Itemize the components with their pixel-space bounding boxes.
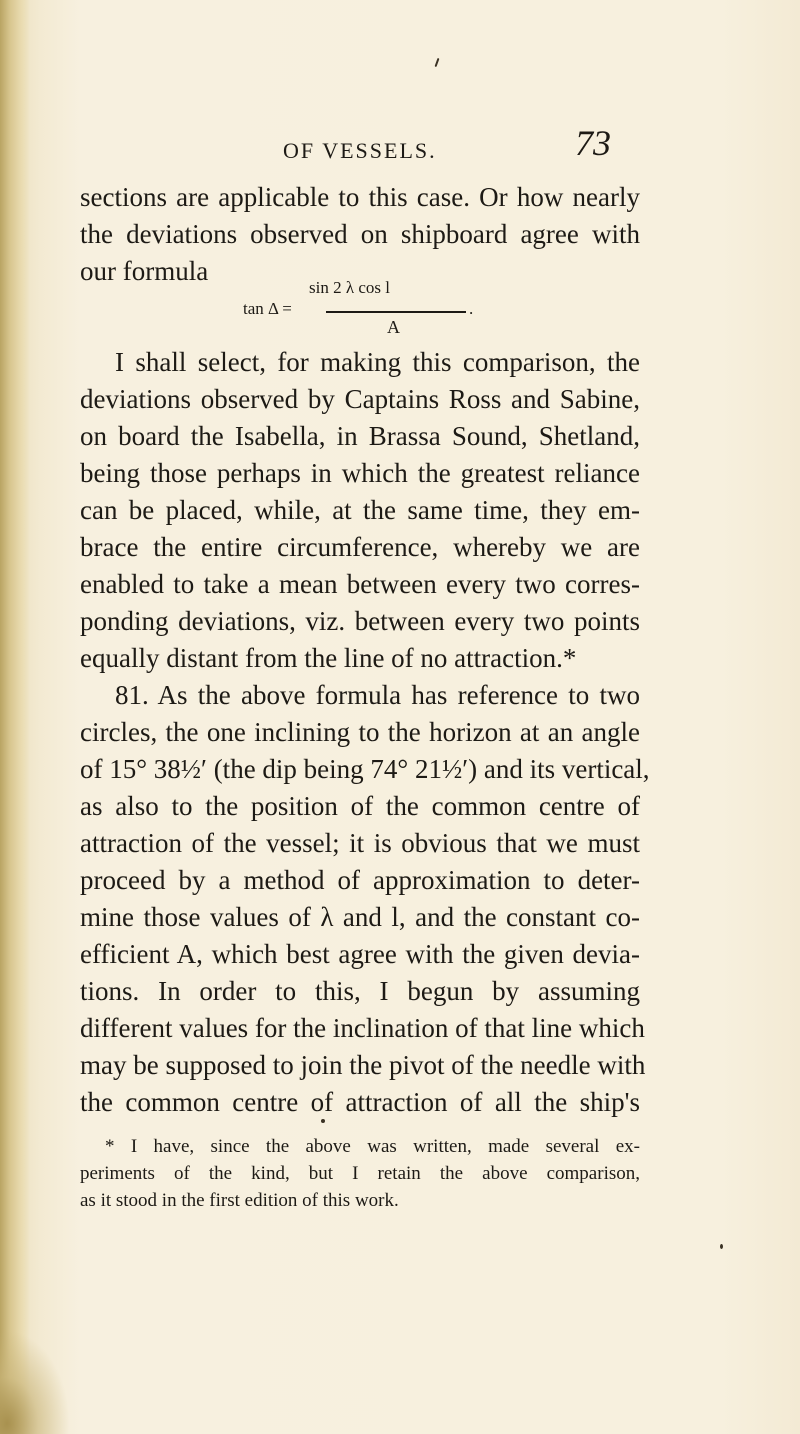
body-line: 81. As the above formula has reference to two — [115, 680, 640, 710]
body-line: attraction of the vessel; it is obvious that we must — [80, 828, 640, 858]
body-line: brace the entire circumference, whereby we are — [80, 532, 640, 562]
formula-lhs: tan Δ = — [243, 299, 292, 318]
body-line: being those perhaps in which the greatest reliance — [80, 458, 640, 488]
body-line: I shall select, for making this comparison, the — [115, 347, 640, 377]
fraction-bar — [326, 311, 466, 313]
formula-denominator: A — [387, 317, 400, 337]
body-line: sections are applicable to this case. Or how nearly — [80, 182, 640, 212]
body-line: ponding deviations, viz. between every two points — [80, 606, 640, 636]
running-head-title: OF VESSELS. — [283, 138, 437, 163]
body-line: tions. In order to this, I begun by assuming — [80, 976, 640, 1006]
body-line: may be supposed to join the pivot of the needle with — [80, 1050, 646, 1080]
page-binding-shadow — [0, 0, 30, 1434]
ink-speck — [321, 1119, 325, 1123]
page-number: 73 — [575, 123, 611, 163]
body-line: deviations observed by Captains Ross and Sabine, — [80, 384, 640, 414]
footnote-line: as it stood in the first edition of this work. — [80, 1190, 399, 1211]
body-line: the common centre of attraction of all the ship's — [80, 1087, 640, 1117]
formula — [243, 278, 473, 348]
body-line: enabled to take a mean between every two corres- — [80, 569, 640, 599]
body-line: the deviations observed on shipboard agree with — [80, 219, 640, 249]
body-line: circles, the one inclining to the horizon at an angle — [80, 717, 640, 747]
ink-speck — [720, 1244, 723, 1249]
page-stain — [0, 1330, 70, 1434]
footnote-line: periments of the kind, but I retain the above comparison, — [80, 1163, 640, 1184]
body-line: as also to the position of the common centre of — [80, 791, 640, 821]
running-head — [0, 100, 800, 163]
body-line: mine those values of λ and l, and the constant co- — [80, 902, 640, 932]
body-line: on board the Isabella, in Brassa Sound, Shetland, — [80, 421, 640, 451]
ink-speck — [435, 58, 440, 67]
body-line: equally distant from the line of no attraction.* — [80, 643, 577, 673]
body-line: can be placed, while, at the same time, they em- — [80, 495, 640, 525]
formula-end: . — [469, 299, 474, 318]
body-line: efficient A, which best agree with the given devia- — [80, 939, 640, 969]
formula-numerator: sin 2 λ cos l — [309, 278, 390, 297]
footnote-line: * I have, since the above was written, made several ex- — [105, 1136, 640, 1157]
body-line: of 15° 38½′ (the dip being 74° 21½′) and its vertical, — [80, 754, 650, 784]
body-line: proceed by a method of approximation to deter- — [80, 865, 640, 895]
body-line: our formula — [80, 256, 209, 286]
body-line: different values for the inclination of that line which — [80, 1013, 645, 1043]
